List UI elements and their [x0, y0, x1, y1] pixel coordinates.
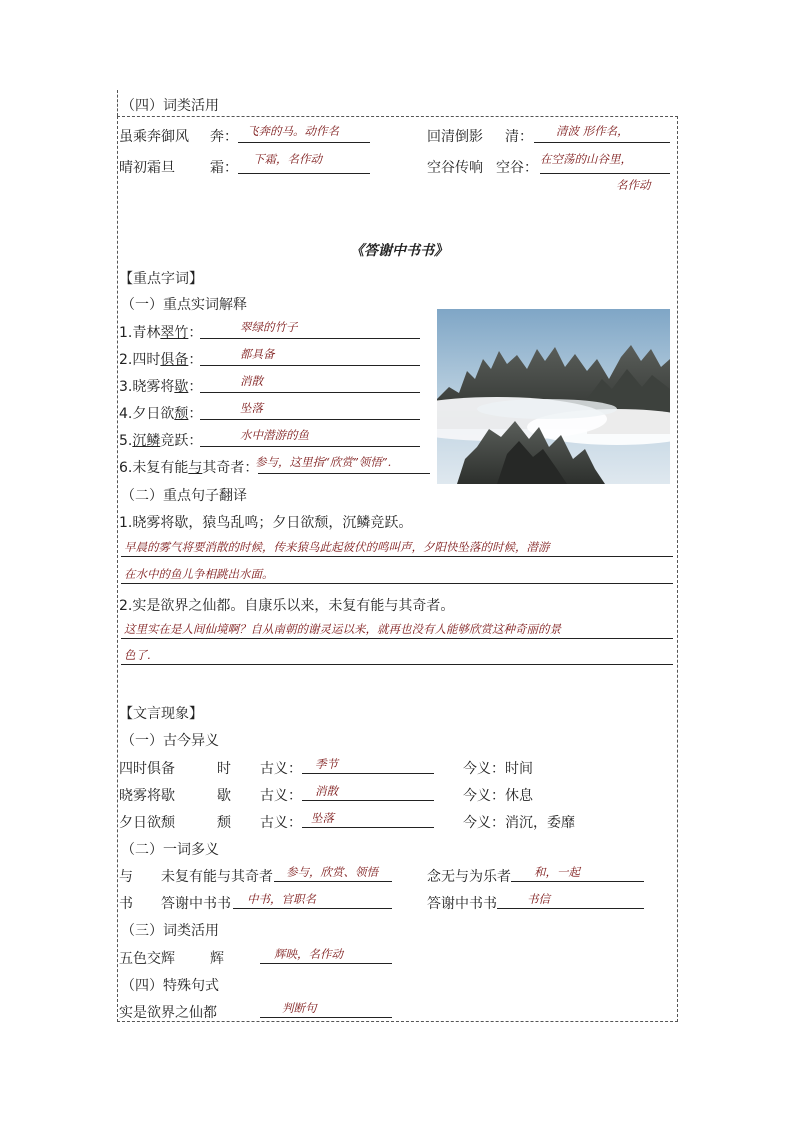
- answer-konggu: 在空荡的山谷里，: [540, 152, 632, 166]
- mountain-sea-of-clouds-image: [437, 309, 670, 484]
- answer-line: [260, 963, 392, 964]
- answer-line: [200, 365, 420, 366]
- word-shuang: 霜：: [210, 160, 238, 176]
- cilei-word: 辉: [210, 951, 224, 967]
- answer-shuang: 下霜，名作动: [253, 152, 322, 166]
- vocab-answer-1: 翠绿的竹子: [240, 320, 298, 334]
- word-konggu: 空谷：: [496, 160, 538, 176]
- answer-line: [121, 664, 673, 665]
- answer-line: [200, 419, 420, 420]
- gujin-subheader: （一）古今异义: [121, 733, 219, 749]
- answer-ben: 飞奔的马。动作名: [247, 124, 339, 138]
- gujin-gu-label-3: 古义：: [260, 815, 302, 831]
- teshu-subheader: （四）特殊句式: [121, 978, 219, 994]
- vocab-answer-2: 都具备: [240, 347, 275, 361]
- vocab-subheader: （一）重点实词解释: [121, 297, 247, 313]
- section-header-cilei-huoyong: （四）词类活用: [121, 98, 219, 114]
- vocab-item-1: 1.青林翠竹：: [119, 325, 203, 341]
- answer-line: [233, 908, 392, 909]
- gujin-word-1: 时: [217, 761, 231, 777]
- phrase-chengben: 虽乘奔御风: [119, 129, 189, 145]
- answer-konggu-cont: 名作动: [616, 178, 651, 192]
- gujin-phrase-1: 四时俱备: [119, 761, 175, 777]
- answer-qing: 清波 形作名，: [556, 124, 629, 138]
- teshu-answer: 判断句: [282, 1001, 317, 1015]
- cilei-subheader: （三）词类活用: [121, 923, 219, 939]
- answer-line: [302, 773, 434, 774]
- vocab-item-5: 5.沉鳞竞跃：: [119, 433, 203, 449]
- article-title: 《答谢中书书》: [350, 243, 448, 259]
- gujin-jin-2: 今义：休息: [463, 788, 533, 804]
- answer-line: [258, 473, 430, 474]
- vocab-answer-5: 水中潜游的鱼: [240, 428, 309, 442]
- duoyi-yu-sentence-2: 念无与为乐者: [427, 869, 511, 885]
- gujin-gu-label-2: 古义：: [260, 788, 302, 804]
- phrase-konggu: 空谷传响: [427, 160, 483, 176]
- answer-line: [497, 908, 644, 909]
- gujin-phrase-2: 晓雾将歇: [119, 788, 175, 804]
- answer-line: [540, 173, 670, 174]
- duoyi-word-shu: 书: [119, 896, 133, 912]
- gujin-answer-2: 消散: [315, 784, 338, 798]
- cilei-answer: 辉映，名作动: [274, 947, 343, 961]
- sentence-1: 1.晓雾将歇，猿鸟乱鸣；夕日欲颓，沉鳞竞跃。: [119, 515, 413, 531]
- gujin-answer-3: 坠落: [311, 811, 334, 825]
- vocab-item-2: 2.四时俱备：: [119, 352, 203, 368]
- phenomena-header: 【文言现象】: [119, 706, 203, 722]
- duoyi-shu-answer-1: 中书，官职名: [247, 892, 316, 906]
- key-words-header: 【重点字词】: [119, 271, 203, 287]
- vocab-item-4: 4.夕日欲颓：: [119, 406, 203, 422]
- sentence-1-translation-line1: 早晨的雾气将要消散的时候，传来猿鸟此起彼伏的鸣叫声，夕阳快坠落的时候，潜游: [124, 540, 550, 554]
- answer-line: [260, 1017, 392, 1018]
- phrase-huiqing: 回清倒影: [427, 129, 483, 145]
- answer-line: [121, 638, 673, 639]
- gujin-jin-1: 今义：时间: [463, 761, 533, 777]
- answer-line: [200, 338, 420, 339]
- duoyi-shu-sentence-1: 答谢中书书: [161, 896, 231, 912]
- vocab-answer-3: 消散: [240, 374, 263, 388]
- sentence-2-translation-line2: 色了.: [124, 648, 151, 662]
- answer-line: [200, 392, 420, 393]
- duoyi-subheader: （二）一词多义: [121, 842, 219, 858]
- teshu-phrase: 实是欲界之仙都: [119, 1005, 217, 1021]
- translation-subheader: （二）重点句子翻译: [121, 488, 247, 504]
- cilei-phrase: 五色交辉: [119, 951, 175, 967]
- duoyi-yu-sentence-1: 未复有能与其奇者: [161, 869, 273, 885]
- vocab-answer-6: 参与，这里指“欣赏”领悟”.: [255, 455, 392, 469]
- answer-line: [274, 881, 392, 882]
- duoyi-yu-answer-1: 参与，欣赏、领悟: [286, 865, 378, 879]
- answer-line: [238, 173, 370, 174]
- answer-line: [238, 142, 370, 143]
- vocab-item-3: 3.晓雾将歇：: [119, 379, 203, 395]
- gujin-gu-label-1: 古义：: [260, 761, 302, 777]
- word-qing: 清：: [505, 129, 533, 145]
- sentence-2-translation-line1: 这里实在是人间仙境啊？自从南朝的谢灵运以来，就再也没有人能够欣赏这种奇丽的景: [124, 622, 561, 636]
- duoyi-shu-answer-2: 书信: [527, 892, 550, 906]
- sentence-2: 2.实是欲界之仙都。自康乐以来，未复有能与其奇者。: [119, 598, 455, 614]
- duoyi-shu-sentence-2: 答谢中书书: [427, 896, 497, 912]
- vocab-item-6: 6.未复有能与其奇者：: [119, 460, 259, 476]
- answer-line: [302, 827, 434, 828]
- gujin-jin-3: 今义：消沉，委靡: [463, 815, 575, 831]
- answer-line: [302, 800, 434, 801]
- gujin-answer-1: 季节: [315, 757, 338, 771]
- answer-line: [534, 142, 670, 143]
- duoyi-word-yu: 与: [119, 869, 133, 885]
- gujin-word-2: 歇: [217, 788, 231, 804]
- word-ben: 奔：: [210, 129, 238, 145]
- frame-top-extension: [117, 90, 118, 116]
- duoyi-yu-answer-2: 和，一起: [534, 865, 580, 879]
- sentence-1-translation-line2: 在水中的鱼儿争相跳出水面。: [124, 567, 274, 581]
- gujin-word-3: 颓: [217, 815, 231, 831]
- vocab-answer-4: 坠落: [240, 401, 263, 415]
- gujin-phrase-3: 夕日欲颓: [119, 815, 175, 831]
- answer-line: [121, 556, 673, 557]
- answer-line: [121, 583, 673, 584]
- answer-line: [511, 881, 644, 882]
- answer-line: [200, 446, 420, 447]
- phrase-qingchu: 晴初霜旦: [119, 160, 175, 176]
